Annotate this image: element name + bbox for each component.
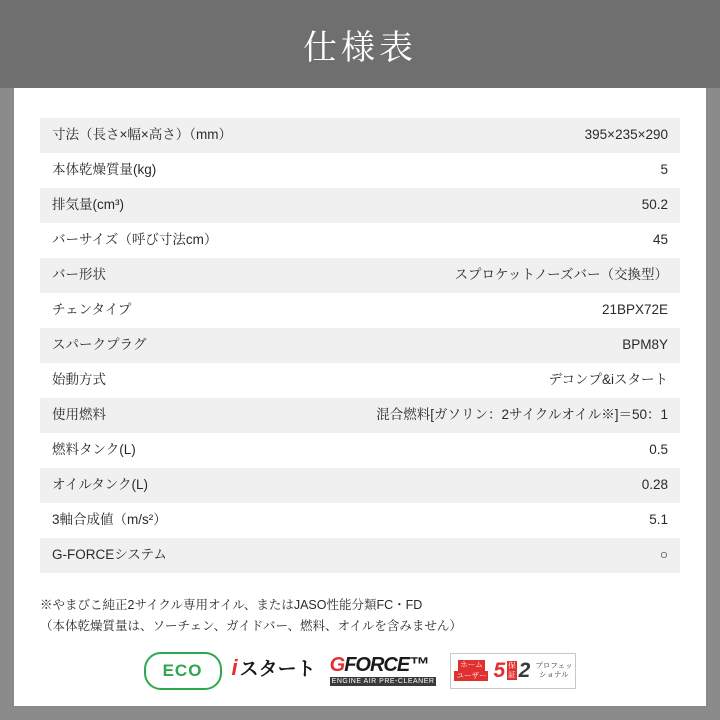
table-row [40,363,680,398]
warranty-home-line-2: ユーザー [456,670,487,680]
spec-value: ○ [360,538,680,573]
eco-badge-icon [144,652,222,690]
spec-value: 0.5 [360,433,680,468]
warranty-pro-line-1: プロフェッ [535,660,573,670]
table-row [40,153,680,188]
spec-label: バー形状 [40,258,360,293]
table-row [40,468,680,503]
spec-value: 混合燃料[ガソリン：2サイクルオイル※]＝50：1 [360,398,680,433]
spec-label: オイルタンク(L) [40,468,360,503]
spec-label: 3軸合成値（m/s²） [40,503,360,538]
spec-value: 395×235×290 [360,118,680,153]
specification-table [40,118,680,573]
table-row [40,538,680,573]
page-header [0,0,720,88]
gforce-rest-letters: FORCE [344,654,410,676]
table-row [40,328,680,363]
spec-value: 5 [360,153,680,188]
gforce-tm-mark: ™ [409,654,429,676]
specification-table-body [40,118,680,573]
badge-row [40,652,680,690]
table-row [40,503,680,538]
spec-label: スパークプラグ [40,328,360,363]
gforce-g-letter: G [329,654,345,676]
warranty-pro-number: 2 [518,659,531,682]
warranty-badge-icon [450,653,576,689]
spec-value: デコンプ&iスタート [360,363,680,398]
warranty-pro-line-2: ショナル [539,669,569,679]
spec-label: G-FORCEシステム [40,538,360,573]
spec-value: 50.2 [360,188,680,223]
footnote-line-2: （本体乾燥質量は、ソーチェン、ガイドバー、燃料、オイルを含みません） [40,619,462,634]
spec-value: BPM8Y [360,328,680,363]
gforce-badge-subtitle: ENGINE AIR PRE-CLEANER [331,678,435,685]
warranty-kanji-ho: 保 [508,661,516,671]
istart-i-mark: i [231,654,238,680]
spec-label: 排気量(cm³) [40,188,360,223]
istart-badge-icon [232,654,316,688]
spec-label: 寸法（長さ×幅×高さ）（mm） [40,118,360,153]
istart-badge-label: スタート [239,658,316,680]
footnotes [40,595,680,638]
page-title: 仕様表 [303,28,417,67]
spec-value: スプロケットノーズバー（交換型） [360,258,680,293]
spec-value: 45 [360,223,680,258]
eco-badge-label: ECO [162,660,203,680]
gforce-badge-icon [326,654,441,688]
spec-label: チェンタイプ [40,293,360,328]
table-row [40,188,680,223]
spec-label: バーサイズ（呼び寸法cm） [40,223,360,258]
spec-label: 使用燃料 [40,398,360,433]
table-row [40,293,680,328]
table-row [40,258,680,293]
warranty-kanji-sho: 証 [508,669,516,679]
warranty-kanji-group [507,661,517,680]
table-row [40,433,680,468]
warranty-pro-label-group [532,654,575,688]
spec-value: 0.28 [360,468,680,503]
spec-value: 21BPX72E [360,293,680,328]
table-row [40,223,680,258]
table-row [40,118,680,153]
footnote-line-1: ※やまびこ純正2サイクル専用オイル、またはJASO性能分類FC・FD [40,598,423,612]
spec-label: 本体乾燥質量(kg) [40,153,360,188]
warranty-home-label-group [451,654,491,688]
warranty-home-line-1: ホーム [460,659,483,669]
warranty-home-number: 5 [493,659,506,682]
spec-sheet [14,88,706,706]
gforce-badge-title [330,655,437,675]
spec-value: 5.1 [360,503,680,538]
warranty-home-years [491,660,532,681]
spec-label: 燃料タンク(L) [40,433,360,468]
spec-label: 始動方式 [40,363,360,398]
table-row [40,398,680,433]
